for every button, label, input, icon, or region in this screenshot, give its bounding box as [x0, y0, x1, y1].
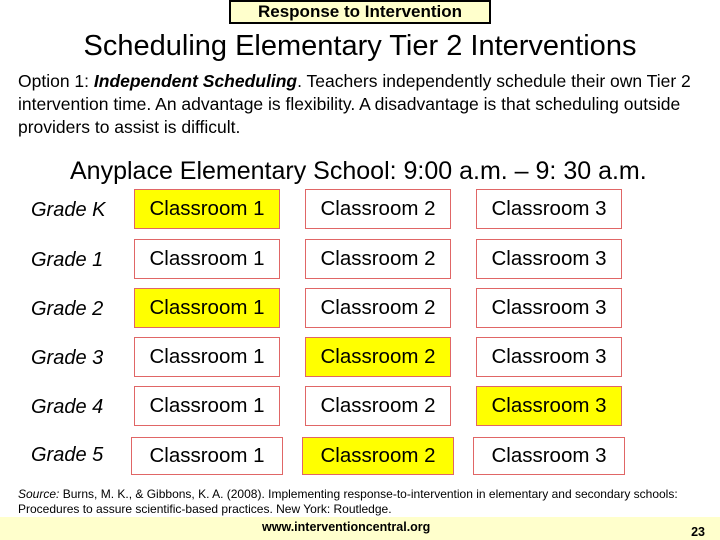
classroom-cell: Classroom 2: [305, 386, 451, 426]
intro-lead: Option 1:: [18, 71, 94, 91]
grade-label: Grade K: [31, 199, 106, 221]
classroom-cell: Classroom 1: [134, 337, 280, 377]
classroom-cell: Classroom 2: [305, 288, 451, 328]
grade-label: Grade 1: [31, 249, 104, 271]
classroom-cell: Classroom 1: [134, 189, 280, 229]
classroom-cell: Classroom 2: [302, 437, 454, 475]
school-schedule-heading: Anyplace Elementary School: 9:00 a.m. – 9: 30 a.m.: [70, 157, 647, 185]
intro-text: . Teachers independently schedule their own Tier 2 intervention time. An advantage is flexibility. A disadvantage is that scheduling outside providers to assist is difficult.: [18, 71, 691, 137]
grade-label: Grade 3: [31, 347, 104, 369]
classroom-cell: Classroom 1: [131, 437, 283, 475]
classroom-cell: Classroom 1: [134, 239, 280, 279]
classroom-cell: Classroom 1: [134, 386, 280, 426]
source-label: Source:: [18, 487, 60, 501]
grade-label: Grade 4: [31, 396, 104, 418]
grade-label: Grade 5: [31, 444, 104, 466]
classroom-cell: Classroom 3: [476, 288, 622, 328]
footer-url[interactable]: www.interventioncentral.org: [262, 520, 431, 534]
source-citation: [18, 487, 708, 517]
classroom-cell: Classroom 2: [305, 189, 451, 229]
grade-label: Grade 2: [31, 298, 104, 320]
slide-title: Scheduling Elementary Tier 2 Interventions: [83, 30, 637, 62]
intro-emphasis: Independent Scheduling: [93, 71, 298, 91]
classroom-cell: Classroom 3: [476, 239, 622, 279]
classroom-cell: Classroom 3: [476, 337, 622, 377]
classroom-cell: Classroom 2: [305, 337, 451, 377]
footer-bar: [0, 517, 720, 540]
classroom-cell: Classroom 3: [476, 189, 622, 229]
classroom-cell: Classroom 3: [476, 386, 622, 426]
page-number: 23: [691, 525, 705, 539]
header-banner: Response to Intervention: [229, 0, 491, 24]
source-text: Burns, M. K., & Gibbons, K. A. (2008). Implementing response-to-intervention in elementary and secondary schools: Procedures to assure scientific-based practices. New York: Routledge.: [18, 487, 678, 516]
classroom-cell: Classroom 3: [473, 437, 625, 475]
classroom-cell: Classroom 1: [134, 288, 280, 328]
classroom-cell: Classroom 2: [305, 239, 451, 279]
